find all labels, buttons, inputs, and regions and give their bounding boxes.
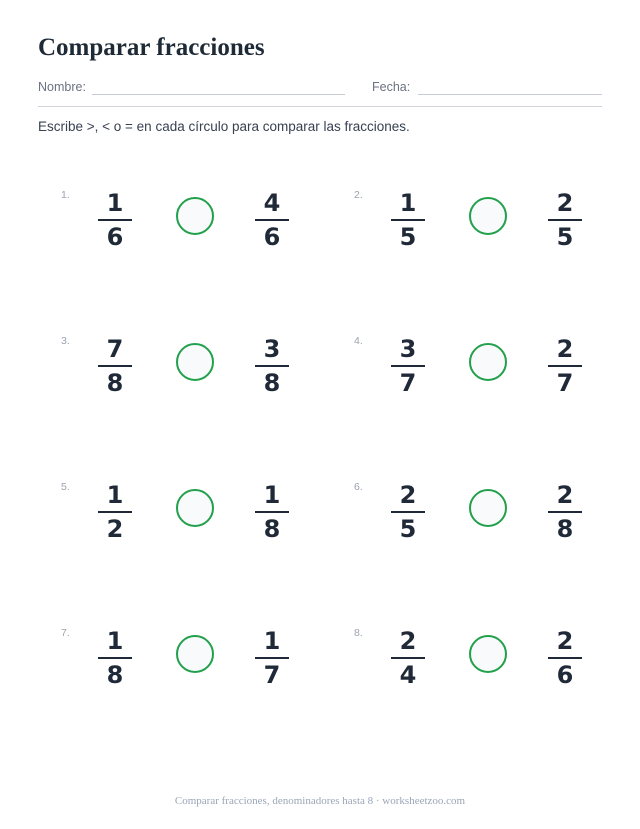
denominator: 6 bbox=[263, 223, 281, 251]
answer-circle[interactable] bbox=[469, 343, 507, 381]
page-title: Comparar fracciones bbox=[38, 34, 265, 61]
date-field[interactable] bbox=[418, 94, 602, 95]
numerator: 2 bbox=[556, 189, 574, 217]
denominator: 8 bbox=[556, 515, 574, 543]
right-fraction bbox=[255, 189, 289, 251]
fraction-bar bbox=[391, 511, 425, 513]
denominator: 8 bbox=[263, 369, 281, 397]
right-fraction bbox=[548, 189, 582, 251]
numerator: 2 bbox=[556, 481, 574, 509]
problem-1 bbox=[61, 189, 351, 269]
left-fraction bbox=[391, 481, 425, 543]
problem-number: 5. bbox=[61, 481, 70, 493]
right-fraction bbox=[255, 335, 289, 397]
right-fraction bbox=[255, 627, 289, 689]
numerator: 4 bbox=[263, 189, 281, 217]
numerator: 1 bbox=[106, 189, 124, 217]
problem-8 bbox=[354, 627, 640, 707]
fraction-bar bbox=[391, 219, 425, 221]
denominator: 7 bbox=[399, 369, 417, 397]
left-fraction bbox=[391, 189, 425, 251]
footer-text: Comparar fracciones, denominadores hasta 8 · worksheetzoo.com bbox=[174, 795, 466, 807]
denominator: 7 bbox=[263, 661, 281, 689]
left-fraction bbox=[98, 189, 132, 251]
denominator: 6 bbox=[106, 223, 124, 251]
problem-4 bbox=[354, 335, 640, 415]
numerator: 2 bbox=[556, 627, 574, 655]
answer-circle[interactable] bbox=[469, 489, 507, 527]
fraction-bar bbox=[255, 511, 289, 513]
left-fraction bbox=[391, 627, 425, 689]
header-divider bbox=[38, 106, 602, 107]
problem-3 bbox=[61, 335, 351, 415]
denominator: 8 bbox=[106, 661, 124, 689]
fraction-bar bbox=[391, 365, 425, 367]
answer-circle[interactable] bbox=[176, 197, 214, 235]
fraction-bar bbox=[255, 365, 289, 367]
right-fraction bbox=[548, 627, 582, 689]
numerator: 2 bbox=[556, 335, 574, 363]
numerator: 1 bbox=[106, 627, 124, 655]
problem-2 bbox=[354, 189, 640, 269]
fraction-bar bbox=[391, 657, 425, 659]
answer-circle[interactable] bbox=[176, 343, 214, 381]
denominator: 6 bbox=[556, 661, 574, 689]
problem-number: 4. bbox=[354, 335, 363, 347]
fraction-bar bbox=[98, 365, 132, 367]
denominator: 5 bbox=[399, 223, 417, 251]
problem-5 bbox=[61, 481, 351, 561]
problem-6 bbox=[354, 481, 640, 561]
numerator: 2 bbox=[399, 481, 417, 509]
numerator: 1 bbox=[399, 189, 417, 217]
left-fraction bbox=[391, 335, 425, 397]
name-label: Nombre: bbox=[38, 80, 86, 94]
problem-number: 2. bbox=[354, 189, 363, 201]
numerator: 7 bbox=[106, 335, 124, 363]
denominator: 5 bbox=[399, 515, 417, 543]
fraction-bar bbox=[548, 219, 582, 221]
right-fraction bbox=[548, 481, 582, 543]
fraction-bar bbox=[255, 219, 289, 221]
answer-circle[interactable] bbox=[176, 489, 214, 527]
right-fraction bbox=[548, 335, 582, 397]
left-fraction bbox=[98, 335, 132, 397]
fraction-bar bbox=[548, 657, 582, 659]
fraction-bar bbox=[548, 365, 582, 367]
name-field[interactable] bbox=[92, 94, 345, 95]
denominator: 8 bbox=[263, 515, 281, 543]
denominator: 8 bbox=[106, 369, 124, 397]
fraction-bar bbox=[98, 219, 132, 221]
numerator: 1 bbox=[263, 481, 281, 509]
denominator: 7 bbox=[556, 369, 574, 397]
answer-circle[interactable] bbox=[469, 635, 507, 673]
fraction-bar bbox=[98, 657, 132, 659]
right-fraction bbox=[255, 481, 289, 543]
numerator: 3 bbox=[399, 335, 417, 363]
problem-7 bbox=[61, 627, 351, 707]
fraction-bar bbox=[255, 657, 289, 659]
numerator: 3 bbox=[263, 335, 281, 363]
denominator: 4 bbox=[399, 661, 417, 689]
fraction-bar bbox=[98, 511, 132, 513]
left-fraction bbox=[98, 481, 132, 543]
date-label: Fecha: bbox=[372, 80, 411, 94]
instructions: Escribe >, < o = en cada círculo para comparar las fracciones. bbox=[38, 119, 410, 134]
numerator: 1 bbox=[263, 627, 281, 655]
left-fraction bbox=[98, 627, 132, 689]
numerator: 1 bbox=[106, 481, 124, 509]
denominator: 5 bbox=[556, 223, 574, 251]
answer-circle[interactable] bbox=[176, 635, 214, 673]
problem-number: 1. bbox=[61, 189, 70, 201]
answer-circle[interactable] bbox=[469, 197, 507, 235]
problem-number: 7. bbox=[61, 627, 70, 639]
numerator: 2 bbox=[399, 627, 417, 655]
problem-number: 6. bbox=[354, 481, 363, 493]
problem-number: 8. bbox=[354, 627, 363, 639]
denominator: 2 bbox=[106, 515, 124, 543]
problem-number: 3. bbox=[61, 335, 70, 347]
fraction-bar bbox=[548, 511, 582, 513]
